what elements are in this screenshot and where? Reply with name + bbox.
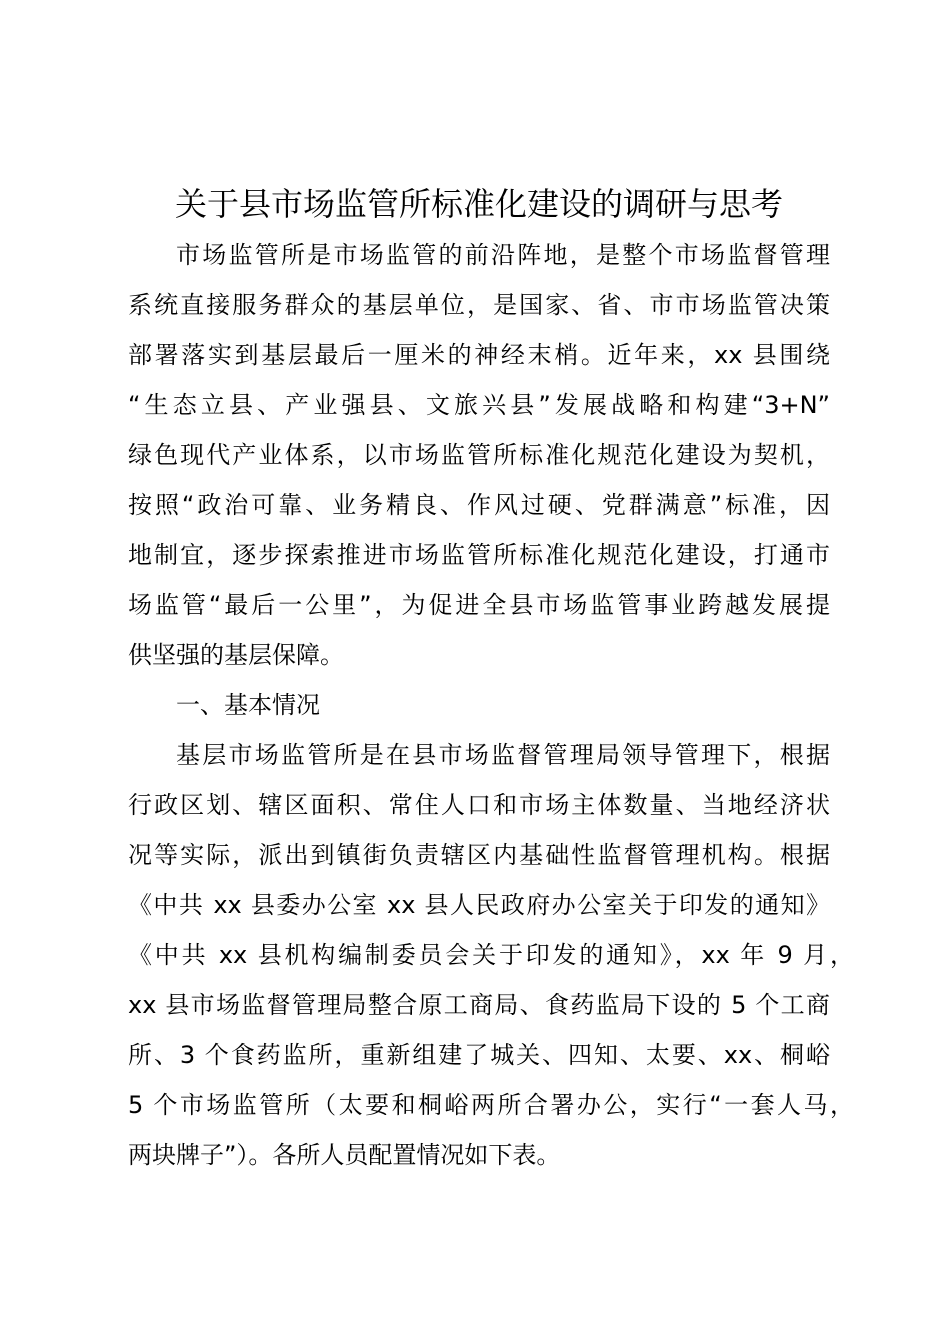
body-line-8: 场监管“最后一公里”，为促进全县市场监管事业跨越发展提 bbox=[128, 591, 830, 619]
body-line-18: 5 个市场监管所（太要和桐峪两所合署办公，实行“一套人马， bbox=[128, 1091, 854, 1119]
body-line-7: 地制宜，逐步探索推进市场监管所标准化规范化建设，打通市 bbox=[128, 541, 830, 569]
body-line-1: 市场监管所是市场监管的前沿阵地，是整个市场监督管理 bbox=[176, 241, 830, 269]
body-line-9: 供坚强的基层保障。 bbox=[128, 641, 344, 669]
body-line-12: 行政区划、辖区面积、常住人口和市场主体数量、当地经济状 bbox=[128, 791, 830, 819]
body-line-3: 部署落实到基层最后一厘米的神经末梢。近年来，xx 县围绕 bbox=[128, 341, 830, 369]
body-line-4: “生态立县、产业强县、文旅兴县”发展战略和构建“3+N” bbox=[128, 391, 830, 419]
body-line-5: 绿色现代产业体系，以市场监管所标准化规范化建设为契机， bbox=[128, 441, 830, 469]
body-line-17: 所、3 个食药监所，重新组建了城关、四知、太要、xx、桐峪 bbox=[128, 1041, 830, 1069]
body-line-14: 《中共 xx 县委办公室 xx 县人民政府办公室关于印发的通知》 bbox=[128, 891, 830, 919]
body-line-15: 《中共 xx 县机构编制委员会关于印发的通知》，xx 年 9 月， bbox=[128, 941, 854, 969]
document-title: 关于县市场监管所标准化建设的调研与思考 bbox=[174, 185, 783, 223]
body-line-11: 基层市场监管所是在县市场监督管理局领导管理下，根据 bbox=[176, 741, 830, 769]
body-line-19: 两块牌子”）。各所人员配置情况如下表。 bbox=[128, 1141, 561, 1169]
body-line-13: 况等实际，派出到镇街负责辖区内基础性监督管理机构。根据 bbox=[128, 841, 830, 869]
body-line-6: 按照“政治可靠、业务精良、作风过硬、党群满意”标准，因 bbox=[128, 491, 830, 519]
body-line-2: 系统直接服务群众的基层单位，是国家、省、市市场监管决策 bbox=[128, 291, 830, 319]
section-heading: 一、基本情况 bbox=[176, 691, 320, 719]
body-line-16: xx 县市场监督管理局整合原工商局、食药监局下设的 5 个工商 bbox=[128, 991, 830, 1019]
